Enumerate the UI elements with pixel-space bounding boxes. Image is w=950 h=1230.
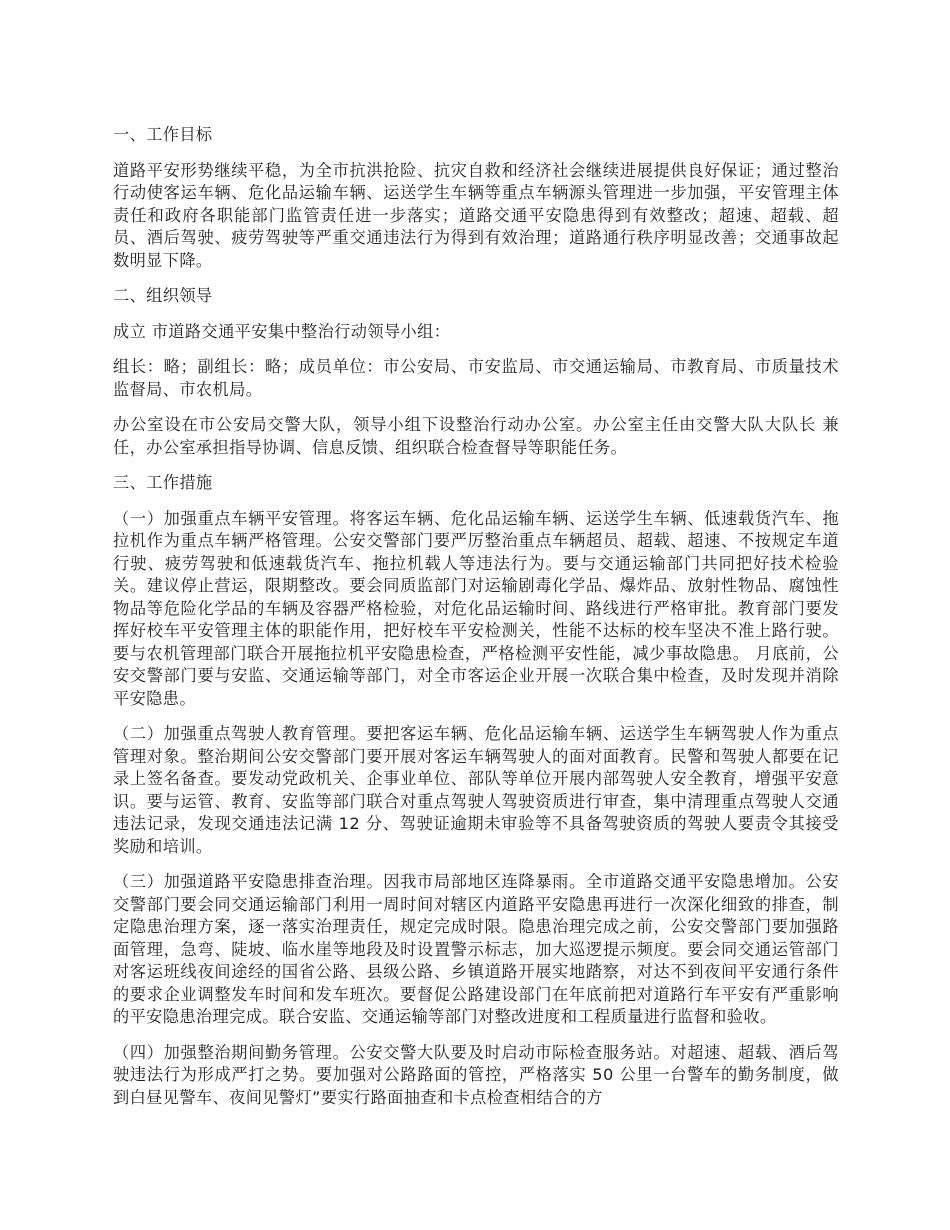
paragraph-members: 组长：略；副组长：略；成员单位：市公安局、市安监局、市交通运输局、市教育局、市质量技术监督局、市农机局。 <box>113 357 839 399</box>
paragraph-measure-3: （三）加强道路平安隐患排查治理。因我市局部地区连降暴雨。全市道路交通平安隐患增加。公安交警部门要会同交通运输部门利用一周时间对辖区内道路平安隐患再进行一次深化细致的排查，制定隐患治理方案，逐一落实治理责任，规定完成时限。隐患治理完成之前，公安交警部门要加强路面管理，急弯、陡坡、临水崖等地段及时设置警示标志，加大巡逻提示频度。要会同交通运管部门对客运班线夜间途经的国省公路、县级公路、乡镇道路开展实地踏察，对达不到夜间平安通行条件的要求企业调整发车时间和发车班次。要督促公路建设部门在年底前把对道路行车平安有严重影响的平安隐患治理完成。联合安监、交通运输等部门对整改进度和工程质量进行监督和验收。 <box>113 872 839 1026</box>
paragraph-measure-4: （四）加强整治期间勤务管理。公安交警大队要及时启动市际检查服务站。对超速、超载、酒后驾驶违法行为形成严打之势。要加强对公路路面的管控，严格落实 50 公里一台警车的勤务制度，做到白昼见警车、夜间见警灯”要实行路面抽查和卡点检查相结合的方 <box>113 1042 839 1107</box>
paragraph-office: 办公室设在市公安局交警大队，领导小组下设整治行动办公室。办公室主任由交警大队大队长 兼任，办公室承担指导协调、信息反馈、组织联合检查督导等职能任务。 <box>113 415 839 457</box>
paragraph-measure-1: （一）加强重点车辆平安管理。将客运车辆、危化品运输车辆、运送学生车辆、低速载货汽车、拖拉机作为重点车辆严格管理。公安交警部门要严厉整治重点车辆超员、超载、超速、不按规定车道行驶、疲劳驾驶和低速载货汽车、拖拉机载人等违法行为。要与交通运输部门共同把好技术检验关。建议停止营运，限期整改。要会同质监部门对运输剧毒化学品、爆炸品、放射性物品、腐蚀性物品等危险化学品的车辆及容器严格检验，对危化品运输时间、路线进行严格审批。教育部门要发挥好校车平安管理主体的职能作用，把好校车平安检测关，性能不达标的校车坚决不准上路行驶。要与农机管理部门联合开展拖拉机平安隐患检查，严格检测平安性能，减少事故隐患。 月底前，公安交警部门要与安监、交通运输等部门，对全市客运企业开展一次联合集中检查，及时发现并消除平安隐患。 <box>113 508 839 708</box>
paragraph-measure-2: （二）加强重点驾驶人教育管理。要把客运车辆、危化品运输车辆、运送学生车辆驾驶人作为重点管理对象。整治期间公安交警部门要开展对客运车辆驾驶人的面对面教育。民警和驾驶人都要在记录上签名备查。要发动党政机关、企事业单位、部队等单位开展内部驾驶人安全教育，增强平安意识。要与运管、教育、安监等部门联合对重点驾驶人驾驶资质进行审查，集中清理重点驾驶人交通违法记录，发现交通违法记满 12 分、驾驶证逾期未审验等不具备驾驶资质的驾驶人要责令其接受奖励和培训。 <box>113 724 839 856</box>
section-heading-measures: 三、工作措施 <box>113 473 213 492</box>
paragraph-goals: 道路平安形势继续平稳，为全市抗洪抢险、抗灾自救和经济社会继续进展提供良好保证；通过整治行动使客运车辆、危化品运输车辆、运送学生车辆等重点车辆源头管理进一步加强，平安管理主体责任和政府各职能部门监管责任进一步落实；道路交通平安隐患得到有效整改；超速、超载、超员、酒后驾驶、疲劳驾驶等严重交通违法行为得到有效治理；道路通行秩序明显改善；交通事故起数明显下降。 <box>113 160 839 270</box>
section-heading-organization: 二、组织领导 <box>113 286 213 305</box>
section-heading-goals: 一、工作目标 <box>113 125 213 144</box>
paragraph-leading-group: 成立 市道路交通平安集中整治行动领导小组： <box>113 321 451 341</box>
document-body <box>113 124 839 1122</box>
